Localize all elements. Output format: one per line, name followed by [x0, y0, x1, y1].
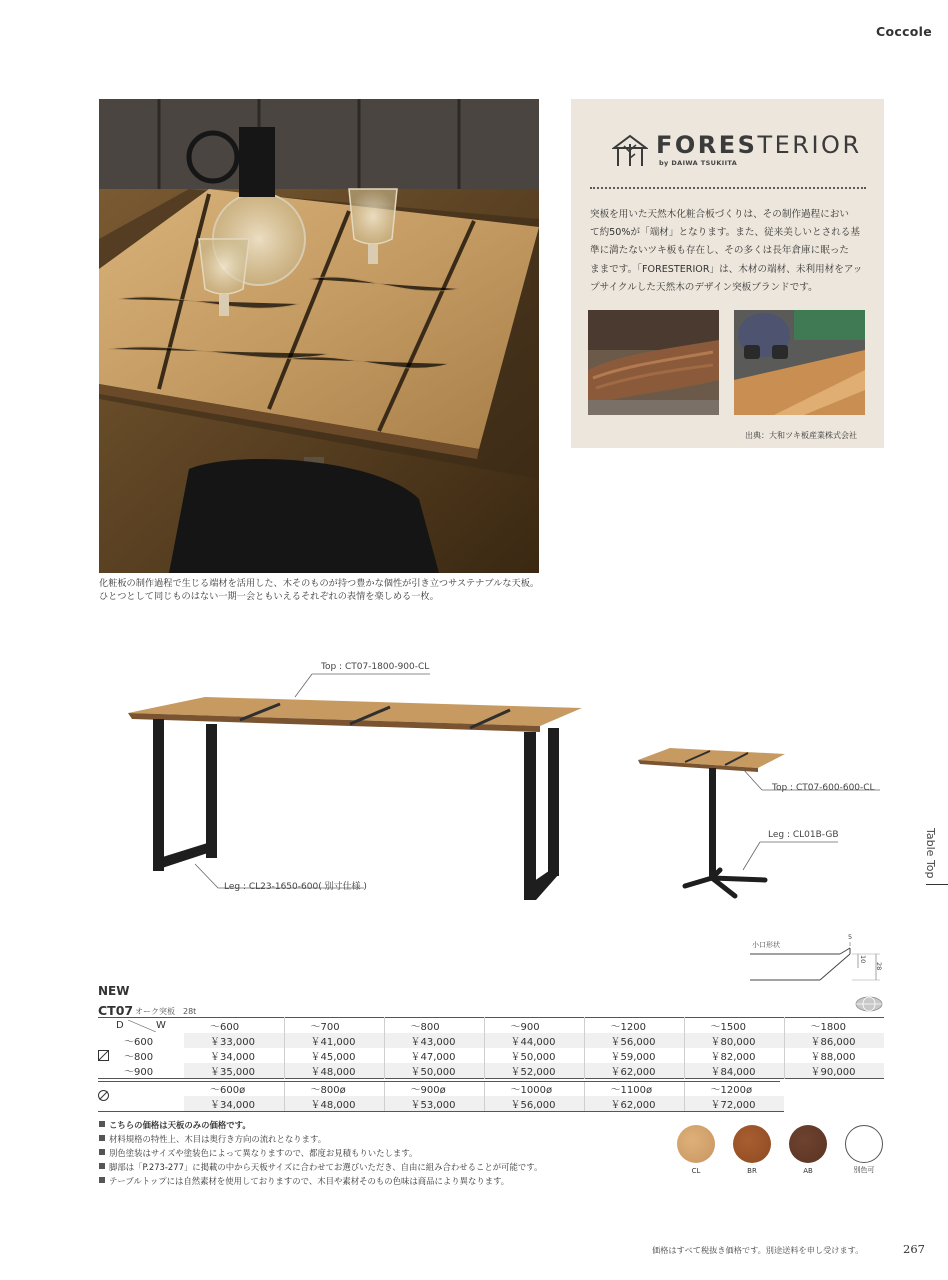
width-header: ～800 — [384, 1018, 484, 1034]
width-header: ～1200 — [584, 1018, 684, 1034]
swatch-label: 別色可 — [853, 1166, 875, 1174]
price-cell: ￥44,000 — [484, 1033, 584, 1048]
edge-profile-label: 小口形状 — [752, 941, 780, 949]
price-cell: ￥90,000 — [784, 1063, 884, 1079]
width-header: ～1800 — [784, 1018, 884, 1034]
price-cell: ￥82,000 — [684, 1048, 784, 1063]
round-shape-cell — [98, 1081, 184, 1112]
round-price-table — [98, 1081, 884, 1112]
veneer-scraps-photo — [588, 310, 719, 415]
callout-leg-small: Leg : CL01B-GB — [768, 830, 839, 840]
footer-note: 価格はすべて税抜き価格です。別途送料を申し受けます。 — [652, 1245, 864, 1255]
callout-leg-large: Leg : CL23-1650-600( 別寸仕様 ) — [224, 882, 367, 892]
price-cell: ￥56,000 — [584, 1033, 684, 1048]
rect-price-table — [98, 1017, 884, 1079]
price-cell: ￥35,000 — [210, 1067, 255, 1078]
worker-veneer-photo — [734, 310, 865, 415]
dim-top: 5 — [848, 933, 853, 941]
price-cell: ￥43,000 — [384, 1033, 484, 1048]
round-table-rule — [98, 1081, 780, 1082]
price-cell: ￥34,000 — [210, 1052, 255, 1063]
price-cell: ￥59,000 — [584, 1048, 684, 1063]
depth-label-text: ～800 — [124, 1052, 154, 1063]
brand-name: Coccole — [876, 24, 933, 39]
panel-line-5: プサイクルした天然木のデザイン突板ブランドです。 — [590, 281, 818, 293]
logo-word-bold: FORES — [656, 131, 758, 159]
price-cell: ￥52,000 — [484, 1063, 584, 1079]
note-item: 別色塗装はサイズや塗装色によって異なりますので、都度お見積もりいたします。 — [99, 1146, 542, 1160]
edge-profile-diagram — [750, 932, 890, 992]
note-item: 脚部は「P.273-277」に掲載の中から天板サイズに合わせてお選びいただき、自由に組み合わせることが可能です。 — [99, 1160, 542, 1174]
price-row-900 — [98, 1063, 884, 1079]
corner-diagonal — [128, 1020, 156, 1032]
note-item: テーブルトップには自然素材を使用しておりますので、木目や素材そのもの色味は商品により異なります。 — [99, 1174, 542, 1188]
price-cell: ￥88,000 — [784, 1048, 884, 1063]
model-material: オーク突板 28t — [135, 1007, 197, 1016]
photo-caption — [99, 577, 559, 603]
round-size: ～1100ø — [584, 1081, 684, 1096]
swatch-ab — [789, 1125, 827, 1163]
corner-w: W — [156, 1020, 166, 1031]
model-number: CT07 — [98, 1003, 134, 1018]
side-tab-label: Table Top — [924, 828, 937, 879]
panel-line-1: 突板を用いた天然木化粧合板づくりは、その制作過程におい — [590, 209, 850, 220]
round-price: ￥34,000 — [184, 1096, 284, 1112]
globe-badge-icon — [855, 996, 885, 1016]
table-photo — [99, 99, 539, 573]
width-header: ～600 — [210, 1022, 240, 1033]
side-tab-line — [926, 884, 948, 885]
price-cell: ￥48,000 — [284, 1063, 384, 1079]
round-size-row — [98, 1081, 884, 1096]
page-number: 267 — [903, 1242, 925, 1256]
photo-caption-line-2: ひとつとして同じものはない一期一会ともいえるそれぞれの表情を楽しめる一枚。 — [99, 591, 439, 602]
price-cell: ￥84,000 — [684, 1063, 784, 1079]
round-size: ～900ø — [384, 1081, 484, 1096]
source-credit: 出典：大和ツキ板産業株式会社 — [745, 431, 857, 440]
note-item: 材料規格の特性上、木目は奥行き方向の流れとなります。 — [99, 1132, 542, 1146]
price-cell: ￥45,000 — [284, 1048, 384, 1063]
price-cell: ￥62,000 — [584, 1063, 684, 1079]
width-header: ～1500 — [684, 1018, 784, 1034]
swatch-br — [733, 1125, 771, 1163]
round-price: ￥56,000 — [484, 1096, 584, 1112]
photo-caption-line-1: 化粧板の制作過程で生じる端材を活用した、木そのものが持つ豊かな個性が引き立つサステナブルな天板。 — [99, 578, 540, 589]
price-cell: ￥41,000 — [284, 1033, 384, 1048]
new-label: NEW — [98, 984, 130, 998]
swatch-label: AB — [803, 1167, 813, 1175]
price-cell: ￥47,000 — [384, 1048, 484, 1063]
callout-top-large: Top : CT07-1800-900-CL — [321, 662, 430, 672]
price-cell: ￥50,000 — [384, 1063, 484, 1079]
dim-a: 10 — [859, 955, 867, 964]
round-price: ￥72,000 — [684, 1096, 784, 1112]
dotted-divider — [590, 187, 866, 189]
width-header: ～900 — [484, 1018, 584, 1034]
small-table-illustration — [630, 740, 890, 914]
round-size: ～1200ø — [684, 1081, 784, 1096]
panel-body — [590, 206, 870, 297]
corner-d: D — [116, 1020, 124, 1031]
depth-label — [98, 1048, 184, 1063]
panel-line-3: 準に満たないツキ板も存在し、その多くは長年倉庫に眠った — [590, 245, 850, 257]
round-size: ～800ø — [284, 1081, 384, 1096]
callout-top-small: Top : CT07-600-600-CL — [772, 783, 875, 793]
foresterior-logo — [656, 131, 862, 159]
panel-line-4: ままです。「FORESTERIOR」は、木材の端材、未利用材をアッ — [590, 263, 863, 275]
depth-label: ～900 — [98, 1063, 184, 1079]
price-row-600 — [98, 1033, 884, 1048]
width-header-row — [98, 1018, 884, 1034]
round-table-bottom-rule — [98, 1111, 780, 1112]
logo-word-rest: TERIOR — [757, 131, 862, 159]
dim-b: 28 — [875, 962, 883, 971]
swatch-label: CL — [691, 1167, 701, 1175]
price-cell: ￥80,000 — [684, 1033, 784, 1048]
price-row-800 — [98, 1048, 884, 1063]
price-cell: ￥50,000 — [484, 1048, 584, 1063]
swatch-custom — [845, 1125, 883, 1163]
width-header: ～700 — [284, 1018, 384, 1034]
round-price: ￥53,000 — [384, 1096, 484, 1112]
round-size: ～600ø — [210, 1085, 246, 1096]
large-table-illustration — [120, 650, 590, 914]
note-item: こちらの価格は天板のみの価格です。 — [99, 1118, 542, 1132]
swatch-cl — [677, 1125, 715, 1163]
round-size: ～1000ø — [484, 1081, 584, 1096]
tree-house-icon — [612, 134, 648, 172]
round-shape-icon — [98, 1090, 109, 1101]
swatch-label: BR — [747, 1167, 757, 1175]
price-cell: ￥33,000 — [210, 1037, 255, 1048]
notes-list — [99, 1118, 542, 1188]
price-cell: ￥86,000 — [784, 1033, 884, 1048]
rectangle-shape-icon — [98, 1050, 109, 1061]
logo-subtitle: by DAIWA TSUKIITA — [659, 159, 738, 167]
round-price: ￥62,000 — [584, 1096, 684, 1112]
round-price: ￥48,000 — [284, 1096, 384, 1112]
panel-line-2: て約50%が「端材」となります。また、従来美しいとされる基 — [590, 227, 860, 239]
depth-label: ～600 — [98, 1033, 184, 1048]
round-price-row — [98, 1096, 884, 1112]
corner-cell — [98, 1018, 184, 1034]
